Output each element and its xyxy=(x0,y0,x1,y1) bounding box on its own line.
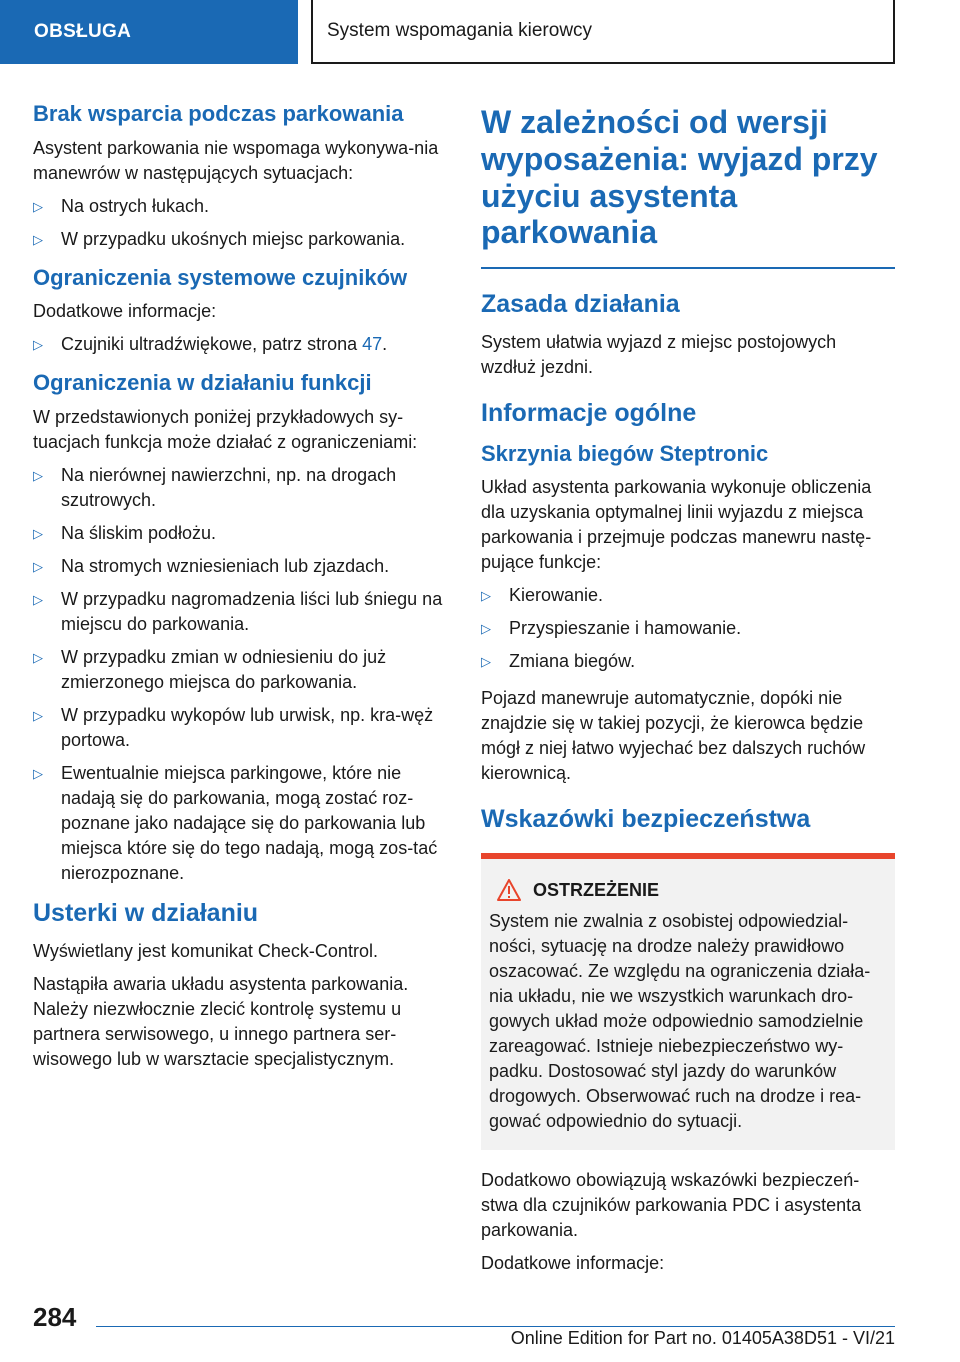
heading-steptronic: Skrzynia biegów Steptronic xyxy=(481,440,769,466)
chapter-header xyxy=(311,0,895,64)
section-tab xyxy=(0,0,298,64)
bullet-triangle-icon: ▷ xyxy=(33,765,43,781)
no-support-intro: Asystent parkowania nie wspomaga wykonywa-nia manewrów w następujących sytuacjach: xyxy=(33,137,439,183)
bullet-triangle-icon: ▷ xyxy=(33,558,43,574)
list-item: ▷ Na stromych wzniesieniach lub zjazdach. xyxy=(33,554,445,579)
list-item: ▷ Na ostrych łukach. xyxy=(33,194,445,219)
bullet-triangle-icon: ▷ xyxy=(33,591,43,607)
operating-principle-text: System ułatwia wyjazd z miejsc postojowych wzdłuż jezdni. xyxy=(481,332,837,378)
heading-function-limits: Ograniczenia w działaniu funkcji xyxy=(33,370,372,395)
list-item: ▷ Na nierównej nawierzchni, np. na drogach szutrowych. xyxy=(33,464,397,510)
heading-safety: Wskazówki bezpieczeństwa xyxy=(481,805,811,834)
steptronic-list xyxy=(481,583,895,674)
heading-malfunction: Usterki w działaniu xyxy=(33,898,259,927)
malfunction-text-2: Nastąpiła awaria układu asystenta parkowania. Należy niezwłocznie zlecić kontrolę systemu u partnera serwisowego, u innego partnera ser-wisowego lub w warsztacie specjalistycznym. xyxy=(33,973,409,1069)
warning-text: System nie zwalnia z osobistej odpowiedzial-ności, sytuację na drodze należy prawidłowo oszacować. Ze względu na ograniczenia działa-nia układu, nie we wszystkich warunkach dro-gowych układ może odpowiednio samodzielnie zareagować. Istnieje niebezpieczeństwo wy-padku. Dostosować styl jazdy do warunków drogowych. Obserwować ruch na drodze i rea-gować odpowiednio do sytuacji. xyxy=(489,911,871,1132)
bullet-triangle-icon: ▷ xyxy=(33,467,43,483)
maneuver-text: Pojazd manewruje automatycznie, dopóki nie znajdzie się w takiej pozycji, że kierowca będzie mógł z niej łatwo wyjechać bez dalszych ruchów kierownicą. xyxy=(481,688,866,784)
malfunction-text-1: Wyświetlany jest komunikat Check-Control. xyxy=(33,940,378,961)
list-item: ▷ W przypadku zmian w odniesieniu do już zmierzonego miejsca do parkowania. xyxy=(33,646,387,692)
safety-text-2: Dodatkowe informacje: xyxy=(481,1253,665,1274)
sensor-limits-intro: Dodatkowe informacje: xyxy=(33,301,217,321)
edition-footer: Online Edition for Part no. 01405A38D51 - VI/21 xyxy=(510,1328,895,1348)
heading-sensor-limits: Ograniczenia systemowe czujników xyxy=(33,264,408,290)
function-limits-list xyxy=(33,463,445,886)
main-title: W zależności od wersji wyposażenia: wyjazd przy użyciu asystenta parkowania xyxy=(481,104,878,251)
footer-divider xyxy=(96,1326,895,1327)
left-column xyxy=(33,100,445,1080)
page-number: 284 xyxy=(33,1302,77,1332)
bullet-triangle-icon: ▷ xyxy=(33,198,43,214)
list-item: ▷ W przypadku wykopów lub urwisk, np. kra-węż portowa. xyxy=(33,704,434,750)
section-title: OBSŁUGA xyxy=(34,21,132,42)
heading-operating-principle: Zasada działania xyxy=(481,290,680,319)
bullet-triangle-icon: ▷ xyxy=(33,649,43,665)
list-item: ▷ W przypadku ukośnych miejsc parkowania. xyxy=(33,227,445,252)
list-item: ▷ Przyspieszanie i hamowanie. xyxy=(481,616,895,641)
right-column xyxy=(481,104,895,1284)
page-link[interactable]: 47 xyxy=(362,334,383,354)
function-limits-intro: W przedstawionych poniżej przykładowych sy-tuacjach funkcja może działać z ograniczeniami: xyxy=(33,406,418,452)
heading-no-support: Brak wsparcia podczas parkowania xyxy=(33,101,404,126)
list-item: ▷ Ewentualnie miejsca parkingowe, które nie nadają się do parkowania, mogą zostać roz-poznane jako nadające się do parkowania lub miejsca które się do tego nadają, mogą zos-tać nierozpoznane. xyxy=(33,762,438,883)
list-item: ▷ W przypadku nagromadzenia liści lub śniegu na miejscu do parkowania. xyxy=(33,588,443,634)
heading-general-info: Informacje ogólne xyxy=(481,399,697,428)
title-divider xyxy=(481,267,895,269)
safety-text-1: Dodatkowo obowiązują wskazówki bezpieczeń-stwa dla czujników parkowania PDC i asystenta parkowania. xyxy=(481,1170,862,1241)
bullet-triangle-icon: ▷ xyxy=(481,654,491,670)
warning-header xyxy=(489,879,885,901)
sensor-limits-list xyxy=(33,332,445,357)
bullet-triangle-icon: ▷ xyxy=(33,707,43,723)
chapter-title: System wspomagania kierowcy xyxy=(327,20,593,41)
list-item: ▷ Czujniki ultradźwiękowe, patrz strona 47. xyxy=(33,332,445,357)
no-support-list xyxy=(33,194,445,252)
list-item: ▷ Na śliskim podłożu. xyxy=(33,521,445,546)
warning-box xyxy=(481,853,895,1150)
warning-title: OSTRZEŻENIE xyxy=(533,879,660,900)
bullet-triangle-icon: ▷ xyxy=(33,337,43,352)
bullet-triangle-icon: ▷ xyxy=(33,231,43,247)
list-item: ▷ Kierowanie. xyxy=(481,583,895,608)
bullet-triangle-icon: ▷ xyxy=(481,588,491,604)
steptronic-text: Układ asystenta parkowania wykonuje obliczenia dla uzyskania optymalnej linii wyjazdu z miejsca parkowania i przejmuje podczas manewru nastę-pujące funkcje: xyxy=(481,477,872,573)
bullet-triangle-icon: ▷ xyxy=(33,525,43,541)
bullet-triangle-icon: ▷ xyxy=(481,621,491,637)
warning-triangle-icon xyxy=(497,879,521,901)
list-item: ▷ Zmiana biegów. xyxy=(481,649,895,674)
